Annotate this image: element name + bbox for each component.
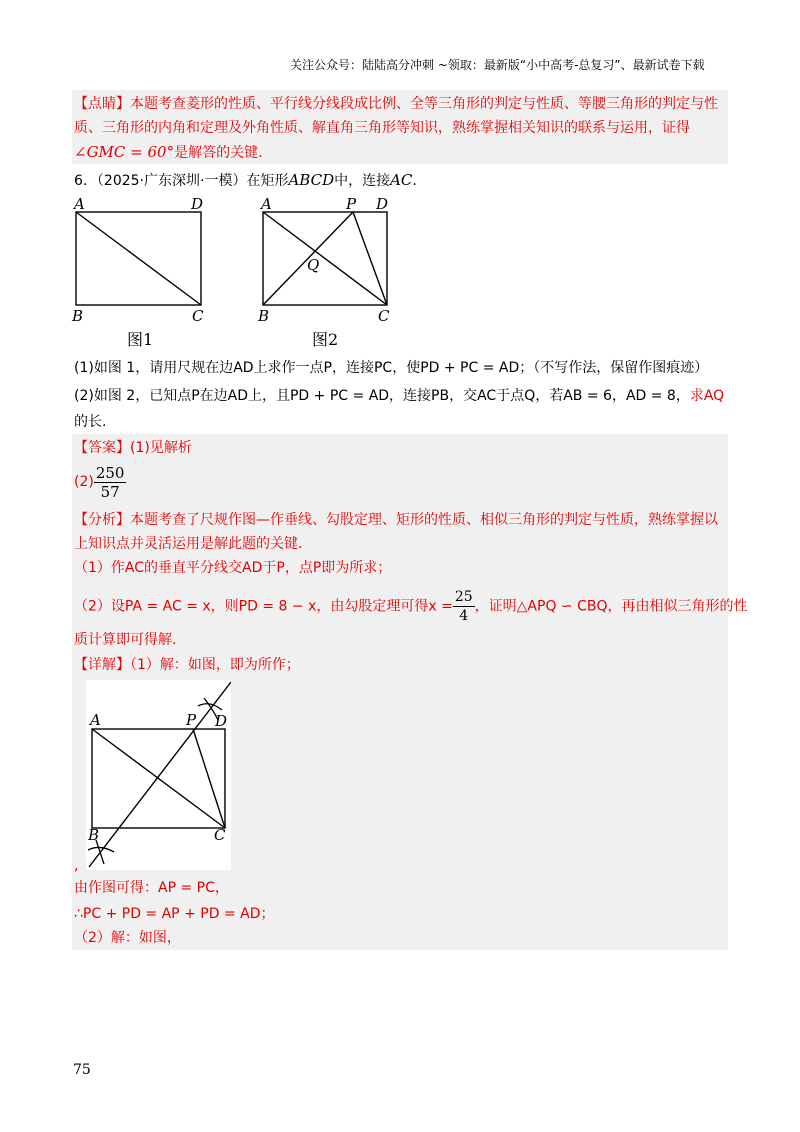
analysis-line-4: （2）设PA = AC = x，则PD = 8 − x，由勾股定理可得x = $\frac{25}{4}$ ，证明△APQ ∽ CBQ，再由相似三角形的性 xyxy=(74,589,748,624)
detail-dot: , xyxy=(74,858,79,874)
dianjing-line-1: 【点睛】本题考查菱形的性质、平行线分线段成比例、全等三角形的判定与性质、等腰三角形的判定与性 xyxy=(74,96,718,112)
page-number: 75 xyxy=(73,1062,91,1078)
fig1-label-c: C xyxy=(192,307,204,325)
analysis-line-2: 上知识点并灵活运用是解此题的关键. xyxy=(74,536,303,552)
dianjing-tag: 【点睛】 xyxy=(74,96,130,112)
fig1-label-d: D xyxy=(191,195,204,213)
answer-line-2: (2) $\frac{250}{57}$ xyxy=(74,463,125,501)
detail-line-4: （2）解：如图， xyxy=(74,930,181,946)
answer-line-1: 【答案】(1)见解析 xyxy=(74,440,192,456)
fig1-caption: 图1 xyxy=(127,330,154,349)
analysis-line-1: 【分析】本题考查了尺规作图—作垂线、勾股定理、矩形的性质、相似三角形的判定与性质，熟练掌握以 xyxy=(74,512,718,528)
figure-2 xyxy=(256,194,406,354)
question-part-2-line-1: (2)如图 2，已知点P在边AD上，且PD + PC = AD，连接PB，交AC于点Q，若AB = 6，AD = 8，求AQ xyxy=(74,388,725,404)
dianjing-line-3: ∠GMC = 60°是解答的关键. xyxy=(74,143,263,161)
question-part-1: (1)如图 1，请用尺规在边AD上求作一点P，连接PC，使PD + PC = AD；（不写作法，保留作图痕迹） xyxy=(74,360,709,376)
fig2-label-q: Q xyxy=(307,256,320,274)
question-part-2-line-2: 的长. xyxy=(74,414,107,430)
dianjing-formula: ∠GMC = 60° xyxy=(74,143,175,161)
fig3-label-a: A xyxy=(90,711,101,729)
fig1-label-b: B xyxy=(72,307,84,325)
detail-line-2: 由作图可得：AP = PC， xyxy=(74,880,229,896)
dianjing-line-2: 质、三角形的内角和定理及外角性质、解直角三角形等知识，熟练掌握相关知识的联系与运用，证得 xyxy=(74,120,690,136)
fig2-label-a: A xyxy=(261,195,272,213)
answer-fraction: $\frac{250}{57}$ xyxy=(95,463,125,501)
detail-line-1: 【详解】（1）解：如图，即为所作； xyxy=(74,657,300,673)
answer-tag: 【答案】 xyxy=(74,440,130,456)
analysis-fraction: $\frac{25}{4}$ xyxy=(454,589,473,624)
figure-3 xyxy=(86,680,231,870)
question-stem: 6．（2025·广东深圳·一模）在矩形ABCD中，连接AC. xyxy=(74,171,417,189)
fig2-label-c: C xyxy=(378,307,390,325)
page-header: 关注公众号：陆陆高分冲刺 ~领取：最新版“小中高考-总复习”、最新试卷下载 xyxy=(290,58,705,72)
fig3-label-c: C xyxy=(214,826,226,844)
fig2-label-d: D xyxy=(376,195,389,213)
fig2-caption: 图2 xyxy=(312,330,339,349)
detail-line-3: ∴PC + PD = AP + PD = AD； xyxy=(74,906,275,922)
fig2-label-p: P xyxy=(346,195,357,213)
figure-1 xyxy=(70,194,220,354)
fig3-label-b: B xyxy=(88,826,100,844)
fig3-label-d: D xyxy=(215,712,228,730)
analysis-tag: 【分析】 xyxy=(74,512,130,528)
fig1-label-a: A xyxy=(74,195,85,213)
analysis-line-3: （1）作AC的垂直平分线交AD于P，点P即为所求； xyxy=(74,560,392,576)
analysis-line-5: 质计算即可得解. xyxy=(74,632,177,648)
fig2-label-b: B xyxy=(258,307,270,325)
detail-tag: 【详解】 xyxy=(74,657,130,673)
fig3-label-p: P xyxy=(186,711,197,729)
